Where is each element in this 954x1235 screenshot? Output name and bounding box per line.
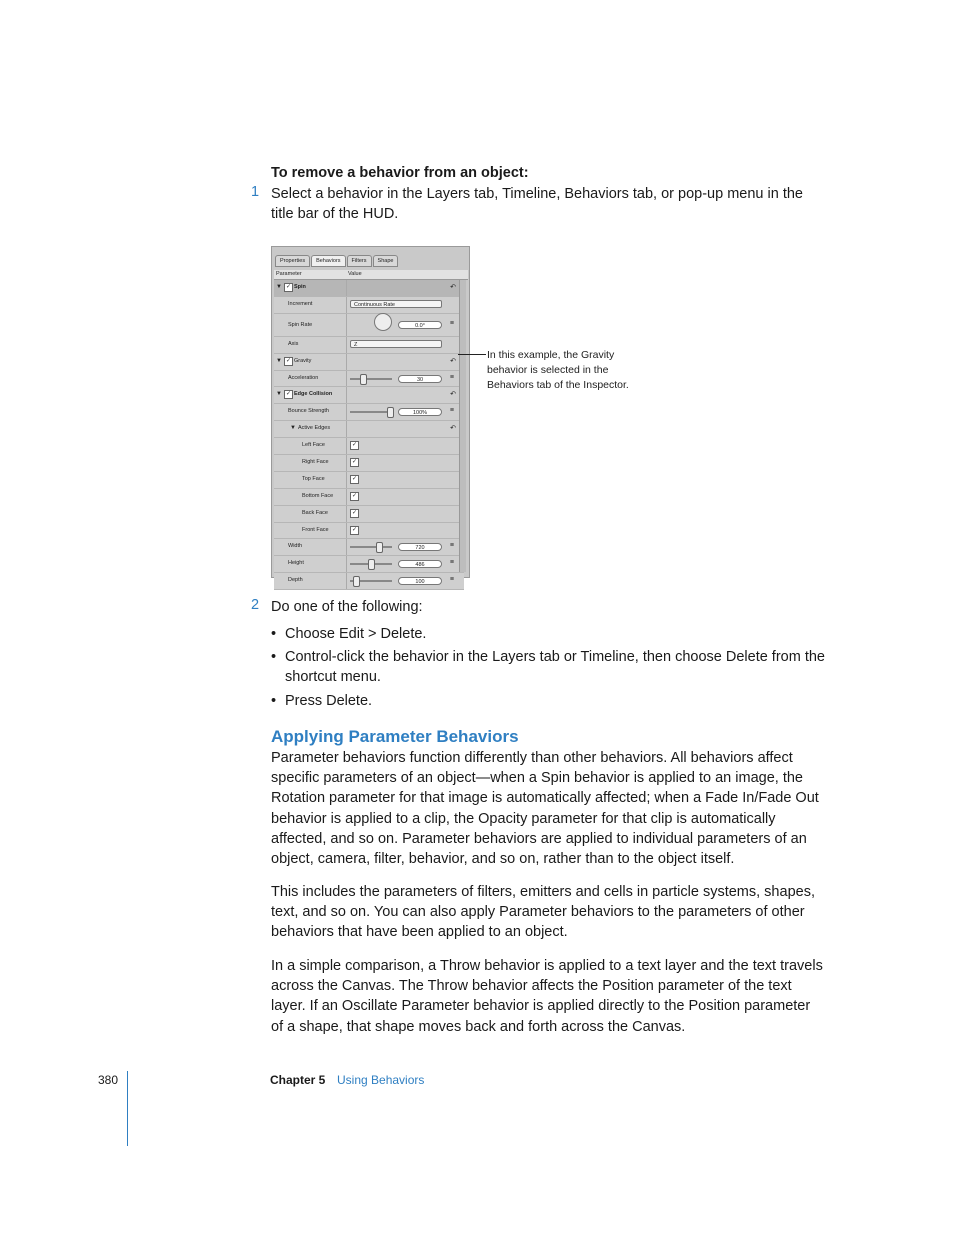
step-2-number: 2 bbox=[251, 597, 260, 613]
step-1-text: Select a behavior in the Layers tab, Timeline, Behaviors tab, or pop-up menu in the title bar of the HUD. bbox=[271, 186, 803, 223]
column-value: Value bbox=[348, 271, 362, 277]
bullet-item: Choose Edit > Delete. bbox=[285, 626, 427, 642]
footer-chapter-title[interactable]: Using Behaviors bbox=[337, 1073, 425, 1087]
tab-behaviors[interactable]: Behaviors bbox=[311, 255, 345, 267]
row-label: Spin bbox=[294, 284, 306, 290]
parameter-list bbox=[274, 280, 464, 590]
row-label: Bounce Strength bbox=[288, 408, 329, 415]
row-label: Increment bbox=[288, 300, 313, 307]
figure-callout: In this example, the Gravity behavior is selected in the Behaviors tab of the Inspector. bbox=[487, 349, 629, 391]
checkbox-icon[interactable]: ✓ bbox=[351, 492, 358, 499]
row-spin-rate bbox=[274, 314, 464, 337]
row-axis bbox=[274, 337, 464, 354]
disclosure-triangle-icon[interactable]: ▼ bbox=[276, 357, 282, 364]
row-label: Bottom Face bbox=[302, 492, 334, 499]
footer-rule bbox=[127, 1071, 128, 1146]
menu-icon[interactable]: ≡ bbox=[449, 559, 454, 567]
bounce-slider[interactable] bbox=[350, 411, 392, 413]
inspector-tabs bbox=[275, 255, 398, 267]
page-number: 380 bbox=[98, 1073, 119, 1087]
row-acceleration bbox=[274, 371, 464, 388]
depth-slider[interactable] bbox=[350, 580, 392, 582]
reset-icon[interactable]: ↶ bbox=[450, 391, 456, 399]
row-increment bbox=[274, 297, 464, 314]
row-spin[interactable] bbox=[274, 280, 464, 297]
row-label: Width bbox=[288, 543, 303, 550]
tab-filters[interactable]: Filters bbox=[347, 255, 372, 267]
row-label: Axis bbox=[288, 340, 299, 347]
column-header bbox=[274, 270, 468, 280]
menu-icon[interactable]: ≡ bbox=[449, 319, 454, 327]
reset-icon[interactable]: ↶ bbox=[450, 425, 456, 433]
checkbox-icon[interactable]: ✓ bbox=[285, 357, 292, 364]
row-label: Height bbox=[288, 560, 304, 567]
acceleration-field[interactable]: 30 bbox=[398, 375, 442, 383]
acceleration-slider[interactable] bbox=[350, 378, 392, 380]
row-label: Gravity bbox=[294, 357, 312, 364]
footer-chapter: Chapter 5 bbox=[270, 1073, 326, 1087]
row-front-face bbox=[274, 523, 464, 540]
step-1-number: 1 bbox=[251, 184, 260, 200]
row-bottom-face bbox=[274, 489, 464, 506]
row-depth bbox=[274, 573, 464, 590]
row-label: Top Face bbox=[302, 475, 325, 482]
inspector-screenshot bbox=[271, 246, 470, 586]
row-width bbox=[274, 539, 464, 556]
row-label: Spin Rate bbox=[288, 321, 313, 328]
row-label: Active Edges bbox=[298, 425, 331, 432]
checkbox-icon[interactable]: ✓ bbox=[285, 284, 292, 290]
column-parameter: Parameter bbox=[276, 271, 302, 277]
axis-popup[interactable]: Z bbox=[350, 340, 442, 348]
row-label: Edge Collision bbox=[294, 391, 333, 398]
row-active-edges[interactable] bbox=[274, 421, 464, 438]
tab-properties[interactable]: Properties bbox=[275, 255, 310, 267]
step-2-text: Do one of the following: bbox=[271, 599, 423, 615]
paragraph: Parameter behaviors function differently than other behaviors. All behaviors affect specific parameters of an object—when a Spin behavior is applied to an image, the Rotation parameter for that image is automatically affected; when a Fade In/Fade Out behavior is applied to a clip, the Opacity parameter for that clip is automatically affected, and so on. Parameter behaviors are applied to individual parameters of an object, camera, filter, behavior, and so on, rather than to the object itself. bbox=[271, 750, 819, 868]
row-top-face bbox=[274, 472, 464, 489]
bullet-marker: • bbox=[271, 626, 277, 642]
bullet-marker: • bbox=[271, 649, 277, 665]
row-back-face bbox=[274, 506, 464, 523]
row-label: Depth bbox=[288, 577, 303, 584]
menu-icon[interactable]: ≡ bbox=[449, 373, 454, 381]
bullet-item: Control-click the behavior in the Layers tab or Timeline, then choose Delete from the shortcut menu. bbox=[285, 649, 825, 686]
height-field[interactable]: 486 bbox=[398, 560, 442, 568]
row-edge-collision[interactable] bbox=[274, 387, 464, 404]
paragraph: This includes the parameters of filters, emitters and cells in particle systems, shapes, text, and so on. You can also apply Parameter behaviors to the parameters of other behaviors that have been applied to an object. bbox=[271, 884, 815, 941]
row-label: Right Face bbox=[302, 459, 329, 466]
row-right-face bbox=[274, 455, 464, 472]
height-slider[interactable] bbox=[350, 563, 392, 565]
width-field[interactable]: 720 bbox=[398, 543, 442, 551]
disclosure-triangle-icon[interactable]: ▼ bbox=[276, 391, 282, 398]
increment-popup[interactable]: Continuous Rate bbox=[350, 300, 442, 308]
checkbox-icon[interactable]: ✓ bbox=[351, 526, 358, 533]
checkbox-icon[interactable]: ✓ bbox=[351, 475, 358, 482]
tab-shape[interactable]: Shape bbox=[373, 255, 399, 267]
row-label: Left Face bbox=[302, 442, 325, 449]
row-left-face bbox=[274, 438, 464, 455]
menu-icon[interactable]: ≡ bbox=[449, 576, 454, 584]
bullet-marker: • bbox=[271, 693, 277, 709]
width-slider[interactable] bbox=[350, 546, 392, 548]
disclosure-triangle-icon[interactable]: ▼ bbox=[290, 425, 296, 432]
reset-icon[interactable]: ↶ bbox=[450, 357, 456, 365]
menu-icon[interactable]: ≡ bbox=[449, 407, 454, 415]
callout-line bbox=[458, 354, 486, 355]
dial-control[interactable] bbox=[374, 313, 392, 331]
scrollbar[interactable] bbox=[459, 280, 466, 572]
instruction-heading: To remove a behavior from an object: bbox=[271, 165, 529, 181]
spin-rate-field[interactable]: 0.0° bbox=[398, 321, 442, 329]
menu-icon[interactable]: ≡ bbox=[449, 542, 454, 550]
row-label: Acceleration bbox=[288, 374, 319, 381]
checkbox-icon[interactable]: ✓ bbox=[351, 509, 358, 516]
depth-field[interactable]: 100 bbox=[398, 577, 442, 585]
section-heading: Applying Parameter Behaviors bbox=[271, 727, 519, 746]
row-gravity[interactable] bbox=[274, 354, 464, 371]
checkbox-icon[interactable]: ✓ bbox=[351, 442, 358, 449]
bounce-field[interactable]: 100% bbox=[398, 408, 442, 416]
row-label: Front Face bbox=[302, 526, 329, 533]
paragraph: In a simple comparison, a Throw behavior is applied to a text layer and the text travels across the Canvas. The Throw behavior affects the Position parameter of the text layer. If an Oscillate Parameter behavior is applied directly to the Position parameter of a shape, that shape moves back and forth across the Canvas. bbox=[271, 958, 823, 1035]
row-label: Back Face bbox=[302, 509, 328, 516]
row-bounce-strength bbox=[274, 404, 464, 421]
reset-icon[interactable]: ↶ bbox=[450, 284, 456, 291]
bullet-item: Press Delete. bbox=[285, 693, 373, 709]
row-height bbox=[274, 556, 464, 573]
checkbox-icon[interactable]: ✓ bbox=[285, 391, 292, 398]
checkbox-icon[interactable]: ✓ bbox=[351, 459, 358, 466]
disclosure-triangle-icon[interactable]: ▼ bbox=[276, 284, 282, 290]
